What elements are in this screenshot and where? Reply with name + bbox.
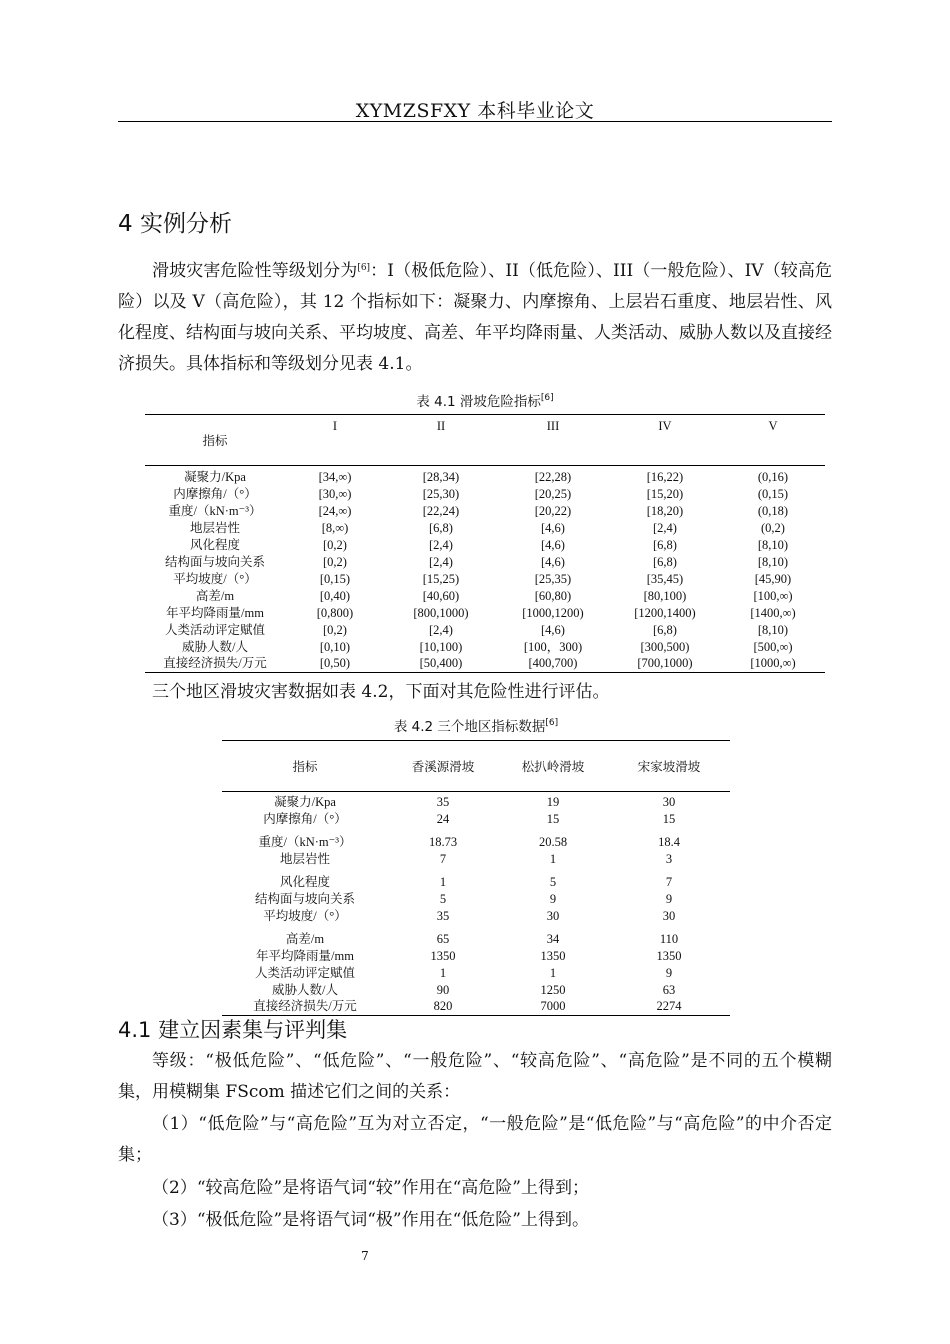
table-cell: [0,50) [319,656,351,671]
table-cell: [0,2) [323,622,347,637]
table-landslide-indicators [145,414,825,673]
table-cell: [22,24) [422,503,460,518]
table-row [222,850,730,867]
section-heading: 4 实例分析 [118,211,232,237]
table2-header-cell: 宋家坡滑坡 [608,741,730,792]
table-cell: 7000 [540,999,566,1014]
body-paragraph-3: （2）“较高危险”是将语气词“较”作用在“高危险”上得到； [152,1178,589,1198]
table-cell: [0,2) [323,554,347,569]
table-row [145,536,825,553]
table2-body [222,792,730,1016]
table-cell: (0,2) [761,520,785,535]
table-row [145,655,825,672]
table-cell: [60,80) [534,588,572,603]
table1-header-cell: I [285,415,385,466]
table1-header-cell: V [721,415,825,466]
table-cell: (0,16) [757,470,789,484]
table-cell: [6,8) [653,537,677,552]
table-cell: [1000,1200) [522,605,584,620]
table-row [222,810,730,827]
table-cell: [18,20) [646,503,684,518]
page-number: 7 [361,1249,369,1263]
table-cell: [1000,∞) [750,656,796,671]
table-cell: [2,4) [429,554,453,569]
table-cell: [4,6) [541,520,565,535]
subsection-heading: 4.1 建立因素集与评判集 [118,1018,348,1042]
table-row [222,827,730,850]
row-label-cell: 平均坡度/（°） [173,571,257,586]
table-cell: 1 [549,851,557,866]
table-cell: [4,6) [541,622,565,637]
table1-header-cell: III [497,415,609,466]
table-region-data [222,740,730,1016]
table-cell: [8,10) [757,537,789,552]
table-cell: [6,8) [653,622,677,637]
table-cell: [10,100) [419,639,463,654]
table-cell: [35,45) [646,571,684,586]
header-divider [118,121,832,122]
table-cell: [8,10) [757,622,789,637]
table-cell: [0,2) [323,537,347,552]
row-label-cell: 重度/（kN·m⁻³） [258,835,352,849]
table2-citation: [6] [545,718,559,728]
table-row [222,924,730,947]
table-cell: 9 [665,965,673,980]
table-cell: 3 [665,851,673,866]
table-cell: [4,6) [541,537,565,552]
row-label-cell: 直接经济损失/万元 [253,999,357,1014]
body-paragraph-1: 等级：“极低危险”、“低危险”、“一般危险”、“较高危险”、“高危险”是不同的五个模糊集，用模糊集 FScom 描述它们之间的关系： [118,1051,832,1102]
table-cell: [6,8) [429,520,453,535]
table-cell: [1400,∞) [750,605,796,620]
row-label-cell: 凝聚力/Kpa [184,470,246,484]
body-paragraph-4: （3）“极低危险”是将语气词“极”作用在“低危险”上得到。 [152,1210,589,1230]
row-label-cell: 内摩擦角/（°） [173,486,257,501]
table-cell: [30,∞) [318,486,352,501]
table-cell: 1350 [540,948,566,963]
table-cell: 19 [546,795,560,809]
table2-caption [222,715,730,735]
table-cell: 30 [662,908,676,923]
table-cell: [80,100) [643,588,687,603]
intro-text-b: ：I（极低危险）、II（低危险）、III（一般危险）、IV（较高危险）以及 V（高危险），其 12 个指标如下：凝聚力、内摩擦角、上层岩石重度、地层岩性、风化程度、结构面与坡向关系、平均坡度、高差、年平均降雨量、人类活动、威胁人数以及直接经济损失。具体指标和等级划分见表 4.1。 [118,261,832,374]
table1-header-row [145,415,825,466]
table1-body [145,466,825,673]
table-cell: 7 [439,851,447,866]
row-label-cell: 凝聚力/Kpa [274,795,336,809]
row-label-cell: 平均坡度/（°） [263,908,347,923]
table-cell: [300,500) [640,639,690,654]
table-cell: [0,40) [319,588,351,603]
table-cell: [34,∞) [318,470,352,484]
table-cell: 1250 [540,982,566,997]
table-cell: [0,10) [319,639,351,654]
table-cell: [1200,1400) [634,605,696,620]
table-row [145,587,825,604]
table-cell: 18.73 [428,835,458,849]
table-cell: 15 [662,811,676,826]
row-label-cell: 威胁人数/人 [182,639,248,654]
table-cell: [2,4) [429,537,453,552]
table-row [222,867,730,890]
table2-header-cell: 香溪源滑坡 [388,741,498,792]
table-cell: [100，300) [523,639,583,654]
table-cell: 63 [662,982,676,997]
table-row [145,604,825,621]
table-row [145,553,825,570]
table-cell: 1 [439,875,447,889]
table-row [145,466,825,486]
table-cell: 35 [436,908,450,923]
table-cell: 820 [433,999,453,1014]
table-cell: (0,18) [757,503,789,518]
table-cell: [28,34) [422,470,460,484]
table-row [222,792,730,811]
table-cell: [24,∞) [318,503,352,518]
table-row [145,621,825,638]
table-cell: 30 [662,795,676,809]
table-row [222,890,730,907]
table-cell: [45,90) [754,571,792,586]
table-cell: 110 [659,932,679,946]
table-cell: [50,400) [419,656,463,671]
row-label-cell: 人类活动评定赋值 [254,965,355,980]
row-label-cell: 内摩擦角/（°） [263,811,347,826]
page-header-title: XYMZSFXY 本科毕业论文 [355,100,595,122]
table-cell: 9 [549,891,557,906]
table1-header-cell: IV [609,415,721,466]
row-label-cell: 结构面与坡向关系 [254,891,355,906]
table-row [222,998,730,1015]
table-cell: [500,∞) [753,639,793,654]
intro-citation: [6] [357,263,371,273]
row-label-cell: 人类活动评定赋值 [164,622,265,637]
table-cell: [22,28) [534,470,572,484]
table-cell: [25,30) [422,486,460,501]
table-row [145,519,825,536]
table-cell: 5 [549,875,557,889]
table-cell: 1 [439,965,447,980]
table-cell: 34 [546,932,560,946]
table-cell: [0,800) [316,605,354,620]
table-cell: [4,6) [541,554,565,569]
table-cell: 24 [436,811,450,826]
table-row [145,638,825,655]
table1-caption-text: 表 4.1 滑坡危险指标 [416,394,541,410]
table-cell: [20,22) [534,503,572,518]
row-label-cell: 威胁人数/人 [272,982,338,997]
table-cell: [15,20) [646,486,684,501]
row-label-cell: 高差/m [195,588,235,603]
table1-citation: [6] [540,393,554,403]
between-paragraph: 三个地区滑坡灾害数据如表 4.2，下面对其危险性进行评估。 [152,682,610,702]
body-paragraph-2: （1）“低危险”与“高危险”互为对立否定，“一般危险”是“低危险”与“高危险”的中介否定集； [118,1114,832,1165]
row-label-cell: 风化程度 [189,537,240,552]
table-cell: [2,4) [653,520,677,535]
table-cell: [8,∞) [321,520,349,535]
table-row [222,981,730,998]
table-row [145,570,825,587]
table-cell: 18.4 [658,835,680,849]
table-row [145,502,825,519]
row-label-cell: 地层岩性 [189,520,240,535]
table-row [222,964,730,981]
row-label-cell: 高差/m [285,932,325,946]
row-label-cell: 年平均降雨量/mm [166,605,264,620]
table-cell: [20,25) [534,486,572,501]
table-cell: 9 [665,891,673,906]
table-cell: [0,15) [319,571,351,586]
row-label-cell: 地层岩性 [279,851,330,866]
table-cell: [100,∞) [753,588,793,603]
table-cell: 15 [546,811,560,826]
table-cell: 1350 [430,948,456,963]
table-cell: [25,35) [534,571,572,586]
table-cell: 1 [549,965,557,980]
table-row [145,485,825,502]
table-cell: 2274 [656,999,682,1014]
table-cell: 90 [436,982,450,997]
table2-caption-text: 表 4.2 三个地区指标数据 [393,719,546,735]
row-label-cell: 重度/（kN·m⁻³） [168,503,262,518]
intro-text-a: 滑坡灾害危险性等级划分为 [152,261,358,281]
table-cell: [6,8) [653,554,677,569]
table-cell: (0,15) [757,486,789,501]
table1-header-cell: 指标 [145,415,285,466]
table-cell: [800,1000) [413,605,469,620]
table-cell: 20.58 [538,835,568,849]
intro-paragraph [118,256,832,380]
row-label-cell: 风化程度 [279,875,330,889]
table-cell: 35 [436,795,450,809]
table-cell: [700,1000) [637,656,693,671]
table2-header-row [222,741,730,792]
table-cell: [15,25) [422,571,460,586]
table-cell: 5 [439,891,447,906]
table2-header-cell: 指标 [222,741,388,792]
table-cell: 1350 [656,948,682,963]
table-cell: [40,60) [422,588,460,603]
table-cell: 30 [546,908,560,923]
table1-header-cell: II [385,415,497,466]
table-row [222,947,730,964]
table-cell: 65 [436,932,450,946]
table1-caption [145,390,825,410]
table-cell: [2,4) [429,622,453,637]
row-label-cell: 直接经济损失/万元 [163,656,267,671]
row-label-cell: 年平均降雨量/mm [256,948,354,963]
table-cell: [400,700) [528,656,578,671]
table-cell: [16,22) [646,470,684,484]
table2-header-cell: 松扒岭滑坡 [498,741,608,792]
table-cell: 7 [665,875,673,889]
row-label-cell: 结构面与坡向关系 [164,554,265,569]
table-cell: [8,10) [757,554,789,569]
table-row [222,907,730,924]
